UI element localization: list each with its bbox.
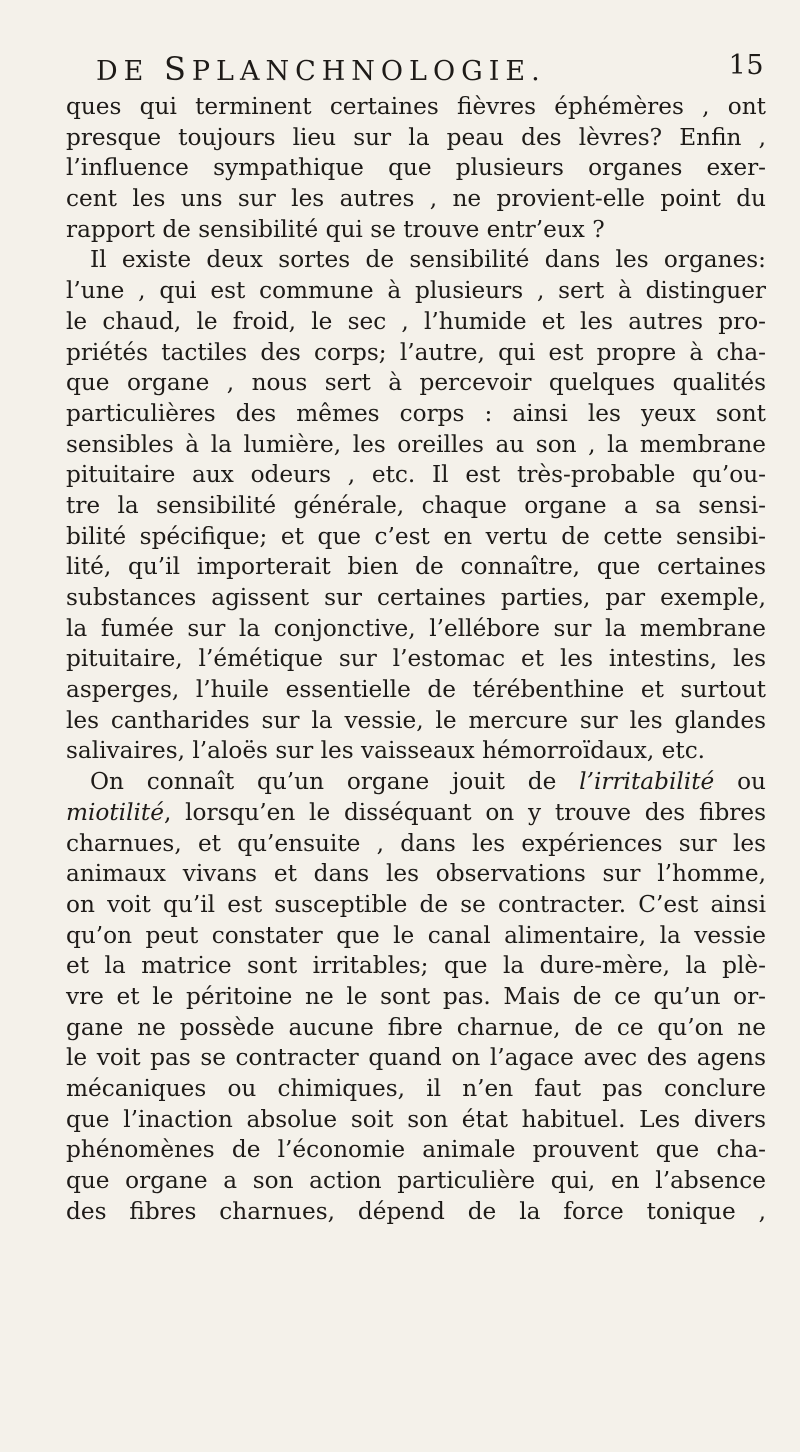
text-line: ques qui terminent certaines fièvres éphémères , ont [66, 93, 766, 120]
text-line: les cantharides sur la vessie, le mercure sur les glandes [66, 706, 766, 734]
text-line: sensibles à la lumière, les oreilles au son , la membrane [66, 430, 766, 458]
running-title-rest: PLANCHNOLOGIE. [191, 56, 546, 87]
text-line: rapport de sensibilité qui se trouve entr’eux ? [66, 215, 605, 243]
text-line: vre et le péritoine ne le sont pas. Mais de ce qu’un or- [66, 982, 766, 1010]
text-line: que organe , nous sert à percevoir quelques qualités [66, 369, 766, 397]
text-line: que organe a son action particulière qui, en l’absence [66, 1167, 766, 1195]
text-line [66, 798, 766, 829]
running-title-prefix: DE [96, 56, 164, 87]
text-line: pituitaire, l’émétique sur l’estomac et les intestins, les [66, 645, 766, 673]
text-run: ou [714, 768, 766, 796]
text-line: substances agissent sur certaines parties, par exemple, [66, 584, 766, 611]
text-line: pituitaire aux odeurs , etc. Il est très-probable qu’ou- [66, 461, 766, 489]
running-title [96, 50, 546, 88]
text-line: priétés tactiles des corps; l’autre, qui est propre à cha- [66, 338, 766, 366]
text-line: salivaires, l’aloës sur les vaisseaux hémorroïdaux, etc. [66, 737, 706, 765]
text-run: On connaît qu’un organe jouit de [90, 768, 580, 796]
text-line: qu’on peut constater que le canal alimentaire, la vessie [66, 921, 766, 949]
text-line: la fumée sur la conjonctive, l’ellébore sur la membrane [66, 614, 766, 642]
text-line: asperges, l’huile essentielle de térébenthine et surtout [66, 676, 766, 704]
body-text [66, 92, 766, 1227]
text-line: l’influence sympathique que plusieurs organes exer- [66, 154, 766, 182]
text-run: , lorsqu’en le disséquant on y trouve des fibres [163, 798, 766, 826]
running-title-initial: S [163, 50, 192, 88]
text-line: l’une , qui est commune à plusieurs , sert à distinguer [66, 277, 766, 305]
text-line [66, 767, 766, 798]
italic-article: l’ [579, 768, 594, 796]
text-line: on voit qu’il est susceptible de se contracter. C’est ainsi [66, 890, 766, 918]
text-line: presque toujours lieu sur la peau des lèvres? Enfin , [66, 123, 766, 151]
text-line: le chaud, le froid, le sec , l’humide et les autres pro- [66, 307, 766, 335]
text-line: bilité spécifique; et que c’est en vertu de cette sensibi- [66, 522, 766, 550]
text-line: des fibres charnues, dépend de la force tonique , [66, 1197, 766, 1225]
text-line: gane ne possède aucune fibre charnue, de ce qu’on ne [66, 1013, 766, 1041]
text-line: particulières des mêmes corps : ainsi les yeux sont [66, 399, 766, 427]
text-line: animaux vivans et dans les observations sur l’homme, [66, 860, 766, 888]
text-line: tre la sensibilité générale, chaque organe a sa sensi- [66, 491, 766, 519]
text-line: le voit pas se contracter quand on l’agace avec des agens [66, 1044, 766, 1072]
text-line: charnues, et qu’ensuite , dans les expériences sur les [66, 829, 766, 857]
text-line: lité, qu’il importerait bien de connaître, que certaines [66, 553, 766, 581]
text-line: mécaniques ou chimiques, il n’en faut pas conclure [66, 1075, 766, 1102]
term-irritabilite: irritabilité [593, 768, 715, 796]
text-line: que l’inaction absolue soit son état habituel. Les divers [66, 1105, 766, 1133]
page-header [96, 46, 764, 86]
term-miotilite: miotilité [66, 798, 164, 826]
text-line: Il existe deux sortes de sensibilité dans les organes: [90, 246, 766, 274]
text-line: cent les uns sur les autres , ne provient-elle point du [66, 185, 766, 213]
page-number: 15 [728, 50, 764, 81]
text-line: phénomènes de l’économie animale prouvent que cha- [66, 1136, 766, 1164]
text-line: et la matrice sont irritables; que la dure-mère, la plè- [66, 952, 766, 980]
